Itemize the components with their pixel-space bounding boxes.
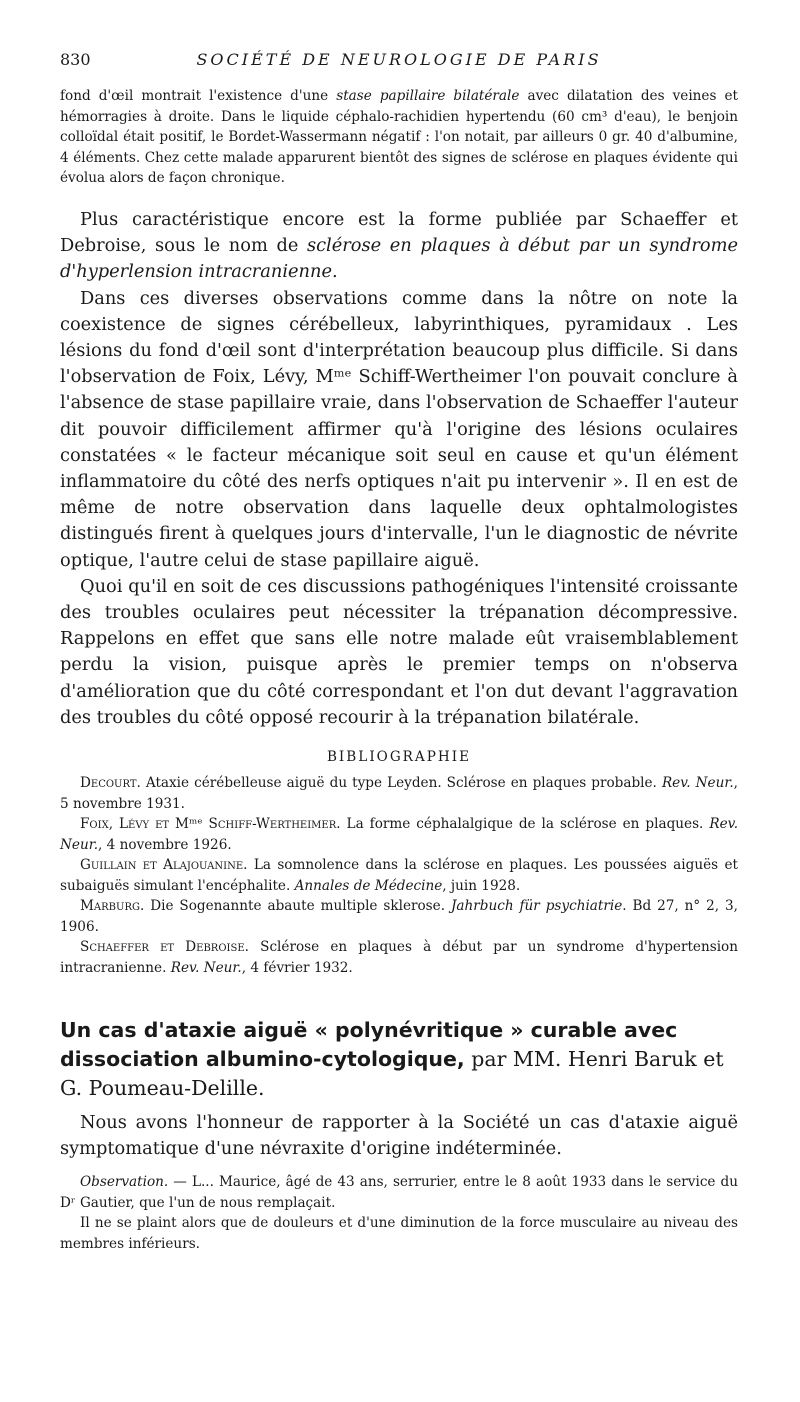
paragraph-schaeffer: Plus caractéristique encore est la forme publiée par Schaeffer et Debroise, sous le nom de sclérose en plaques à début par un syndrome d'hyperlension intracranienne. [60, 209, 739, 283]
article-title [60, 1016, 738, 1103]
bibliography-list [60, 773, 738, 978]
article-intro-text: Nous avons l'honneur de rapporter à la Société un cas d'ataxie aiguë symptomatique d'une névraxite d'origine indéterminée. [60, 1112, 738, 1160]
observation-section [60, 1172, 738, 1254]
article-intro [60, 1110, 738, 1162]
bibliography-heading: BIBLIOGRAPHIE [326, 749, 472, 765]
discussion-section [60, 207, 738, 731]
observation-paragraph: Observation. — L... Maurice, âgé de 43 ans, serrurier, entre le 8 août 1933 dans le service du Dʳ Gautier, que l'un de nous remplaçait. [60, 1174, 738, 1211]
observation-label: Observation. [80, 1174, 169, 1190]
page-number: 830 [60, 50, 91, 69]
continued-paragraph-text: fond d'œil montrait l'existence d'une stase papillaire bilatérale avec dilatation des veines et hémorragies à droite. Dans le liquide céphalo-rachidien hypertendu (60 cm³ d'eau), le benjoin colloïdal était positif, le Bordet-Wassermann négatif : l'on notait, par ailleurs 0 gr. 40 d'albumine, 4 éléments. Chez cette malade apparurent bientôt des signes de sclérose en plaques évidente qui évolua alors de façon chronique. [60, 88, 739, 186]
bibliography-entry: Guillain et Alajouanine. La somnolence dans la sclérose en plaques. Les poussées aiguës et subaiguës simulant l'encéphalite. Annales de Médecine, juin 1928. [60, 857, 738, 894]
paragraph-trepanation: Quoi qu'il en soit de ces discussions pathogéniques l'intensité croissante des troubles oculaires peut nécessiter la trépanation décompressive. Rappelons en effet que sans elle notre malade eût vraisemblablement perdu la vision, puisque après le premier temps on n'observa d'amélioration que du côté correspondant et l'on dut devant l'aggravation des troubles du côté opposé recourir à la trépanation bilatérale. [60, 575, 738, 728]
article-title-text: Un cas d'ataxie aiguë « polynévritique » curable avec dissociation albumino-cytologique, [60, 1018, 678, 1071]
bibliography-entry: Schaeffer et Debroise. Sclérose en plaques à début par un syndrome d'hypertension intracranienne. Rev. Neur., 4 février 1932. [60, 939, 738, 976]
paragraph-observations: Dans ces diverses observations comme dans la nôtre on note la coexistence de signes cérébelleux, labyrinthiques, pyramidaux . Les lésions du fond d'œil sont d'interprétation beaucoup plus difficile. Si dans l'observation de Foix, Lévy, Mᵐᵉ Schiff-Wertheimer l'on pouvait conclure à l'absence de stase papillaire vraie, dans l'observation de Schaeffer l'auteur dit pouvoir difficilement affirmer qu'à l'origine des lésions oculaires constatées « le facteur mécanique soit seul en cause et qu'un élément inflammatoire du côté des nerfs optiques n'ait pu intervenir ». Il en est de même de notre observation dans laquelle deux ophtalmologistes distingués firent à quelques jours d'intervalle, l'un le diagnostic de névrite optique, l'autre celui de stase papillaire aiguë. [60, 287, 738, 571]
running-head [60, 50, 738, 72]
running-title: SOCIÉTÉ DE NEUROLOGIE DE PARIS [196, 50, 602, 69]
bibliography-entry: Marburg. Die Sogenannte abaute multiple sklerose. Jahrbuch für psychiatrie. Bd 27, n° 2, 3, 1906. [60, 898, 738, 935]
continued-paragraph [60, 86, 738, 189]
observation-paragraph: Il ne se plaint alors que de douleurs et d'une diminution de la force musculaire au niveau des membres inférieurs. [60, 1215, 738, 1252]
bibliography-entry: Decourt. Ataxie cérébelleuse aiguë du type Leyden. Sclérose en plaques probable. Rev. Neur., 5 novembre 1931. [60, 775, 738, 812]
article-authors: par MM. Henri Baruk et G. Poumeau-Delille. [60, 1047, 724, 1100]
bibliography-entry: Foix, Lévy et Mᵐᵉ Schiff-Wertheimer. La forme céphalalgique de la sclérose en plaques. Rev. Neur., 4 novembre 1926. [60, 816, 739, 853]
